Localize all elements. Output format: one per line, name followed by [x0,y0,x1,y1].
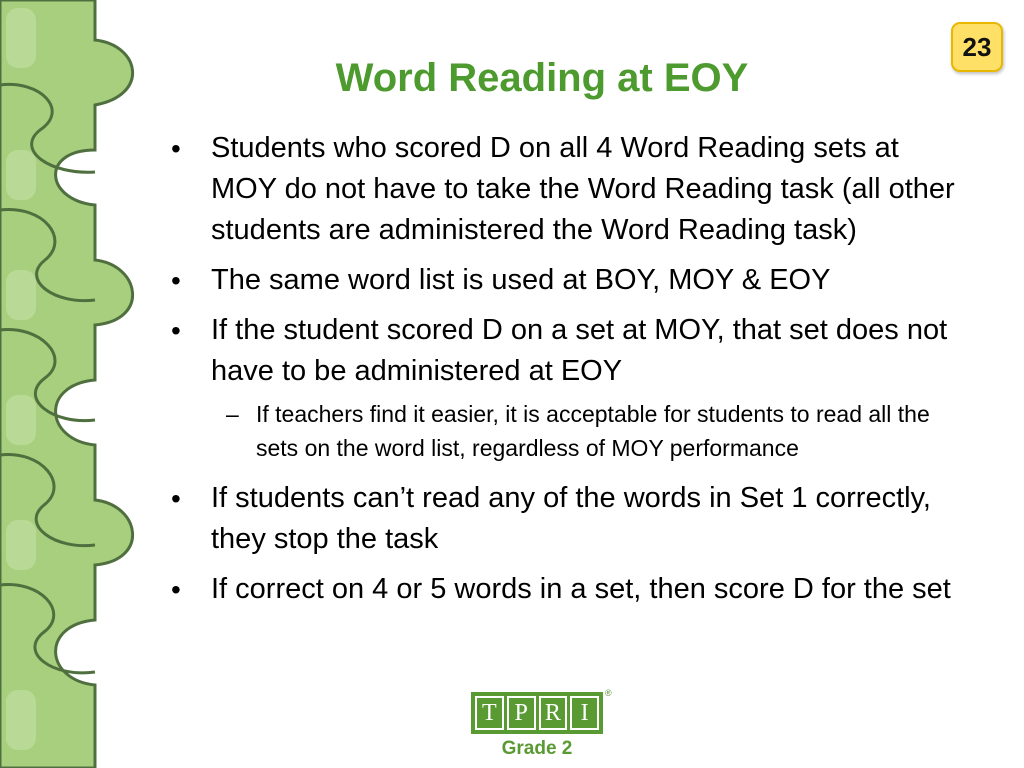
slide-title: Word Reading at EOY [335,56,749,100]
logo-letter: I [570,696,599,730]
sub-bullet-text: If teachers find it easier, it is acceptable for students to read all the sets on the word list, regardless of MOY performance [256,401,930,461]
bullet-text: If students can’t read any of the words in Set 1 correctly, they stop the task [211,482,931,555]
bullet-marker: • [171,574,181,605]
dash-marker: – [226,401,239,427]
bullet-item [164,128,964,251]
bullet-marker: • [171,483,181,514]
bullet-text: If correct on 4 or 5 words in a set, then score D for the set [211,573,951,605]
sub-bullet-item [164,397,946,465]
bullet-marker: • [171,133,181,164]
bullet-text: The same word list is used at BOY, MOY & EOY [211,264,831,296]
bullet-item [164,260,964,301]
registered-mark: ® [605,688,612,698]
logo-letter: T [475,696,504,730]
bullet-text: Students who scored D on all 4 Word Reading sets at MOY do not have to take the Word Reading task (all other students are administered the Word Reading task) [211,132,955,246]
logo-letter: P [507,696,536,730]
bullet-marker: • [171,315,181,346]
tpri-logo-box [471,692,603,734]
bullet-item [164,569,964,610]
bullet-text: If the student scored D on a set at MOY, that set does not have to be administered at EOY [211,314,948,387]
logo-letter: R [539,696,568,730]
bullet-item [164,310,964,392]
bullet-list [164,128,964,619]
tpri-logo [471,686,611,766]
grade-label: Grade 2 [501,738,573,759]
slide-number-badge: 23 [951,22,1003,72]
bullet-item [164,478,964,560]
puzzle-border-decoration [0,0,160,768]
bullet-marker: • [171,265,181,296]
